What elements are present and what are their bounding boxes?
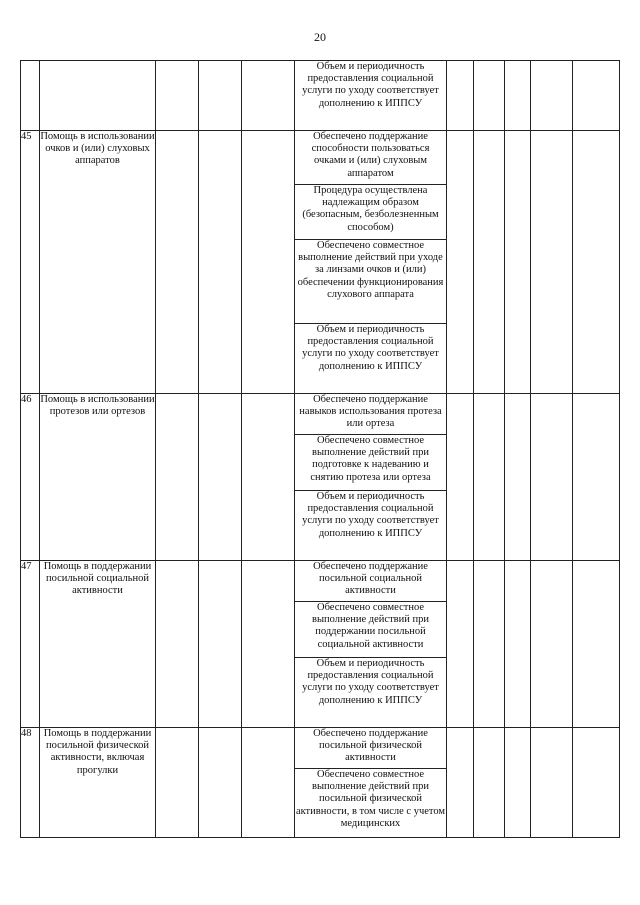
- service-name: Помощь в использовании протезов или ортезов: [40, 394, 156, 561]
- criterion-text: Объем и периодичность предоставления социальной услуги по уходу соответствует дополнению к ИППСУ: [295, 491, 447, 561]
- row-number: 46: [21, 394, 40, 561]
- criterion-text: Процедура осуществлена надлежащим образом (безопасным, безболезненным способом): [295, 185, 447, 240]
- service-name: Помощь в поддержании посильной социальной активности: [40, 561, 156, 728]
- table-row: [21, 561, 620, 602]
- row-number: 48: [21, 728, 40, 838]
- criterion-text: Объем и периодичность предоставления социальной услуги по уходу соответствует дополнению к ИППСУ: [295, 324, 447, 394]
- service-name: Помощь в поддержании посильной физической активности, включая прогулки: [40, 728, 156, 838]
- criterion-text: Обеспечено поддержание посильной физической активности: [295, 728, 447, 769]
- service-name: [40, 61, 156, 131]
- criterion-text: Обеспечено поддержание посильной социальной активности: [295, 561, 447, 602]
- criterion-text: Объем и периодичность предоставления социальной услуги по уходу соответствует дополнению к ИППСУ: [295, 658, 447, 728]
- criterion-text: Обеспечено совместное выполнение действий при уходе за линзами очков и (или) обеспечении функционирования слухового аппарата: [295, 240, 447, 324]
- criterion-text: Объем и периодичность предоставления социальной услуги по уходу соответствует дополнению к ИППСУ: [295, 61, 447, 131]
- criterion-text: Обеспечено совместное выполнение действий при поддержании посильной социальной активности: [295, 602, 447, 658]
- criterion-text: Обеспечено поддержание способности пользоваться очками и (или) слуховым аппаратом: [295, 131, 447, 185]
- table-row: [21, 61, 620, 131]
- criterion-text: Обеспечено совместное выполнение действий при посильной физической активности, в том числе с учетом медицинских: [295, 769, 447, 838]
- criterion-text: Обеспечено совместное выполнение действий при подготовке к надеванию и снятию протеза или ортеза: [295, 435, 447, 491]
- row-number: 47: [21, 561, 40, 728]
- service-name: Помощь в использовании очков и (или) слуховых аппаратов: [40, 131, 156, 394]
- criterion-text: Обеспечено поддержание навыков использования протеза или ортеза: [295, 394, 447, 435]
- row-number: 45: [21, 131, 40, 394]
- table-row: [21, 728, 620, 769]
- page-number: 20: [314, 30, 326, 44]
- row-number: [21, 61, 40, 131]
- table-row: [21, 131, 620, 185]
- criteria-table: [20, 60, 620, 838]
- table-row: [21, 394, 620, 435]
